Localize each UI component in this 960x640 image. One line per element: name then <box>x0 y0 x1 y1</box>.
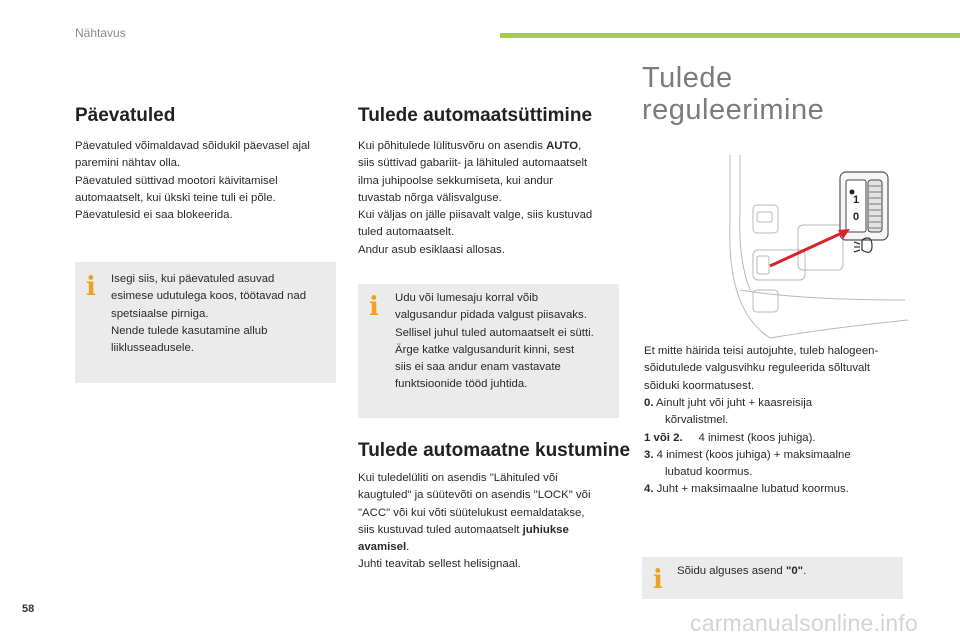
section-accent-bar <box>500 33 960 38</box>
text-line: Kui tuledelüliti on asendis "Lähituled või <box>358 472 558 484</box>
text-line: sõiduki koormatusest. <box>644 379 755 392</box>
info-text <box>395 290 617 394</box>
text-line: Päevatuled süttivad mootori käivitamisel <box>75 174 278 187</box>
text-line: siis ei saa andur enam vastavate <box>395 361 561 374</box>
dash-outline-line <box>757 212 772 222</box>
info-box-daytime <box>75 262 336 383</box>
dash-outline-line <box>770 320 908 338</box>
page-number: 58 <box>22 603 35 615</box>
daytime-lights-text <box>75 138 345 224</box>
text-line: spetsiaalse pirniga. <box>111 307 209 320</box>
text-line: Ärge katke valgusandurit kinni, sest <box>395 343 575 356</box>
info-icon: i <box>653 565 663 595</box>
switch-label-0: 0 <box>852 211 860 223</box>
text-line: avamisel. <box>358 541 410 554</box>
dashboard-illustration <box>640 150 910 340</box>
heading-headlamp-adjustment <box>642 62 824 126</box>
list-item: 3. 4 inimest (koos juhiga) + maksimaalne <box>644 448 851 461</box>
dash-outline-line <box>740 155 750 290</box>
dash-outline-line <box>740 290 905 300</box>
load-position-list <box>644 395 909 499</box>
info-text: Sõidu alguses asend "0". <box>677 565 807 577</box>
text-line: tuvastab nõrga välisvalguse. <box>358 191 502 204</box>
text-line: funktsioonide tööd juhtida. <box>395 378 528 391</box>
watermark: carmanualsonline.info <box>690 610 918 636</box>
text-line: Päevatulesid ei saa blokeerida. <box>75 209 233 222</box>
thumbwheel[interactable] <box>868 180 882 232</box>
info-icon: i <box>369 292 379 322</box>
text-line: esimese udutulega koos, töötavad nad <box>111 290 307 303</box>
heading-auto-lights-on: Tulede automaatsüttimine <box>358 105 593 126</box>
text-line: automaatselt, kui ükski teine tuli ei põle. <box>75 191 276 204</box>
text-line: "ACC" või kui võti süütelukust eemaldatakse, <box>358 506 585 519</box>
switch-dot <box>850 190 855 195</box>
text-line: ilma juhipoolse sekkumiseta, kui andur <box>358 174 554 187</box>
text-line: siis süttivad gabariit- ja lähituled automaatselt <box>358 157 588 170</box>
text-line: Udu või lumesaju korral võib <box>395 292 539 304</box>
adjustment-intro <box>644 343 909 395</box>
info-icon: i <box>86 272 96 302</box>
text-line: siis kustuvad tuled automaatselt juhiukse <box>358 523 569 536</box>
text-line: Sellisel juhul tuled automaatselt ei sütti. <box>395 326 594 339</box>
list-item-continued: lubatud koormus. <box>665 466 753 479</box>
list-item: 0. Ainult juht või juht + kaasreisija <box>644 397 813 409</box>
dash-outline-line <box>757 256 769 274</box>
switch-label-1: 1 <box>852 194 860 206</box>
text-line: Isegi siis, kui päevatuled asuvad <box>111 273 275 285</box>
auto-lights-off-text <box>358 470 623 574</box>
info-box-sensor <box>358 284 619 418</box>
text-line: paremini nähtav olla. <box>75 157 181 170</box>
heading-auto-lights-off: Tulede automaatne kustumine <box>358 440 631 461</box>
text-line: Päevatuled võimaldavad sõidukil päevasel ajal <box>75 140 310 152</box>
section-title: Nähtavus <box>75 26 126 40</box>
switch-face <box>846 180 866 232</box>
text-line: sõidutulede valgusvihku reguleerida sõltuvalt <box>644 362 871 375</box>
list-item: 1 või 2. 4 inimest (koos juhiga). <box>644 431 816 444</box>
text-line: Kui põhitulede lülitusvõru on asendis AUTO, <box>358 140 582 152</box>
text-line: Et mitte häirida teisi autojuhte, tuleb halogeen- <box>644 345 879 357</box>
heading-daytime-lights: Päevatuled <box>75 105 176 126</box>
pointer-arrow <box>770 232 844 266</box>
list-item-continued: kõrvalistmel. <box>665 414 729 427</box>
title-line: Tulede <box>642 62 733 94</box>
text-line: Andur asub esiklaasi allosas. <box>358 243 505 256</box>
info-box-start-position <box>642 557 903 599</box>
text-line: Kui väljas on jälle piisavalt valge, siis kustuvad <box>358 209 593 222</box>
list-item: 4. Juht + maksimaalne lubatud koormus. <box>644 483 849 496</box>
text-line: tuled automaatselt. <box>358 226 455 239</box>
dash-outline-line <box>730 155 770 338</box>
text-line: Juhti teavitab sellest helisignaal. <box>358 558 521 571</box>
text-line: Nende tulede kasutamine allub <box>111 324 268 337</box>
title-line: reguleerimine <box>642 94 825 126</box>
text-line: valgusandur pidada valgust piisavaks. <box>395 309 587 322</box>
text-line: liiklusseadusele. <box>111 342 194 355</box>
info-text <box>111 271 331 357</box>
auto-lights-on-text <box>358 138 623 259</box>
text-line: kaugtuled" ja süütevõti on asendis "LOCK" või <box>358 489 591 502</box>
